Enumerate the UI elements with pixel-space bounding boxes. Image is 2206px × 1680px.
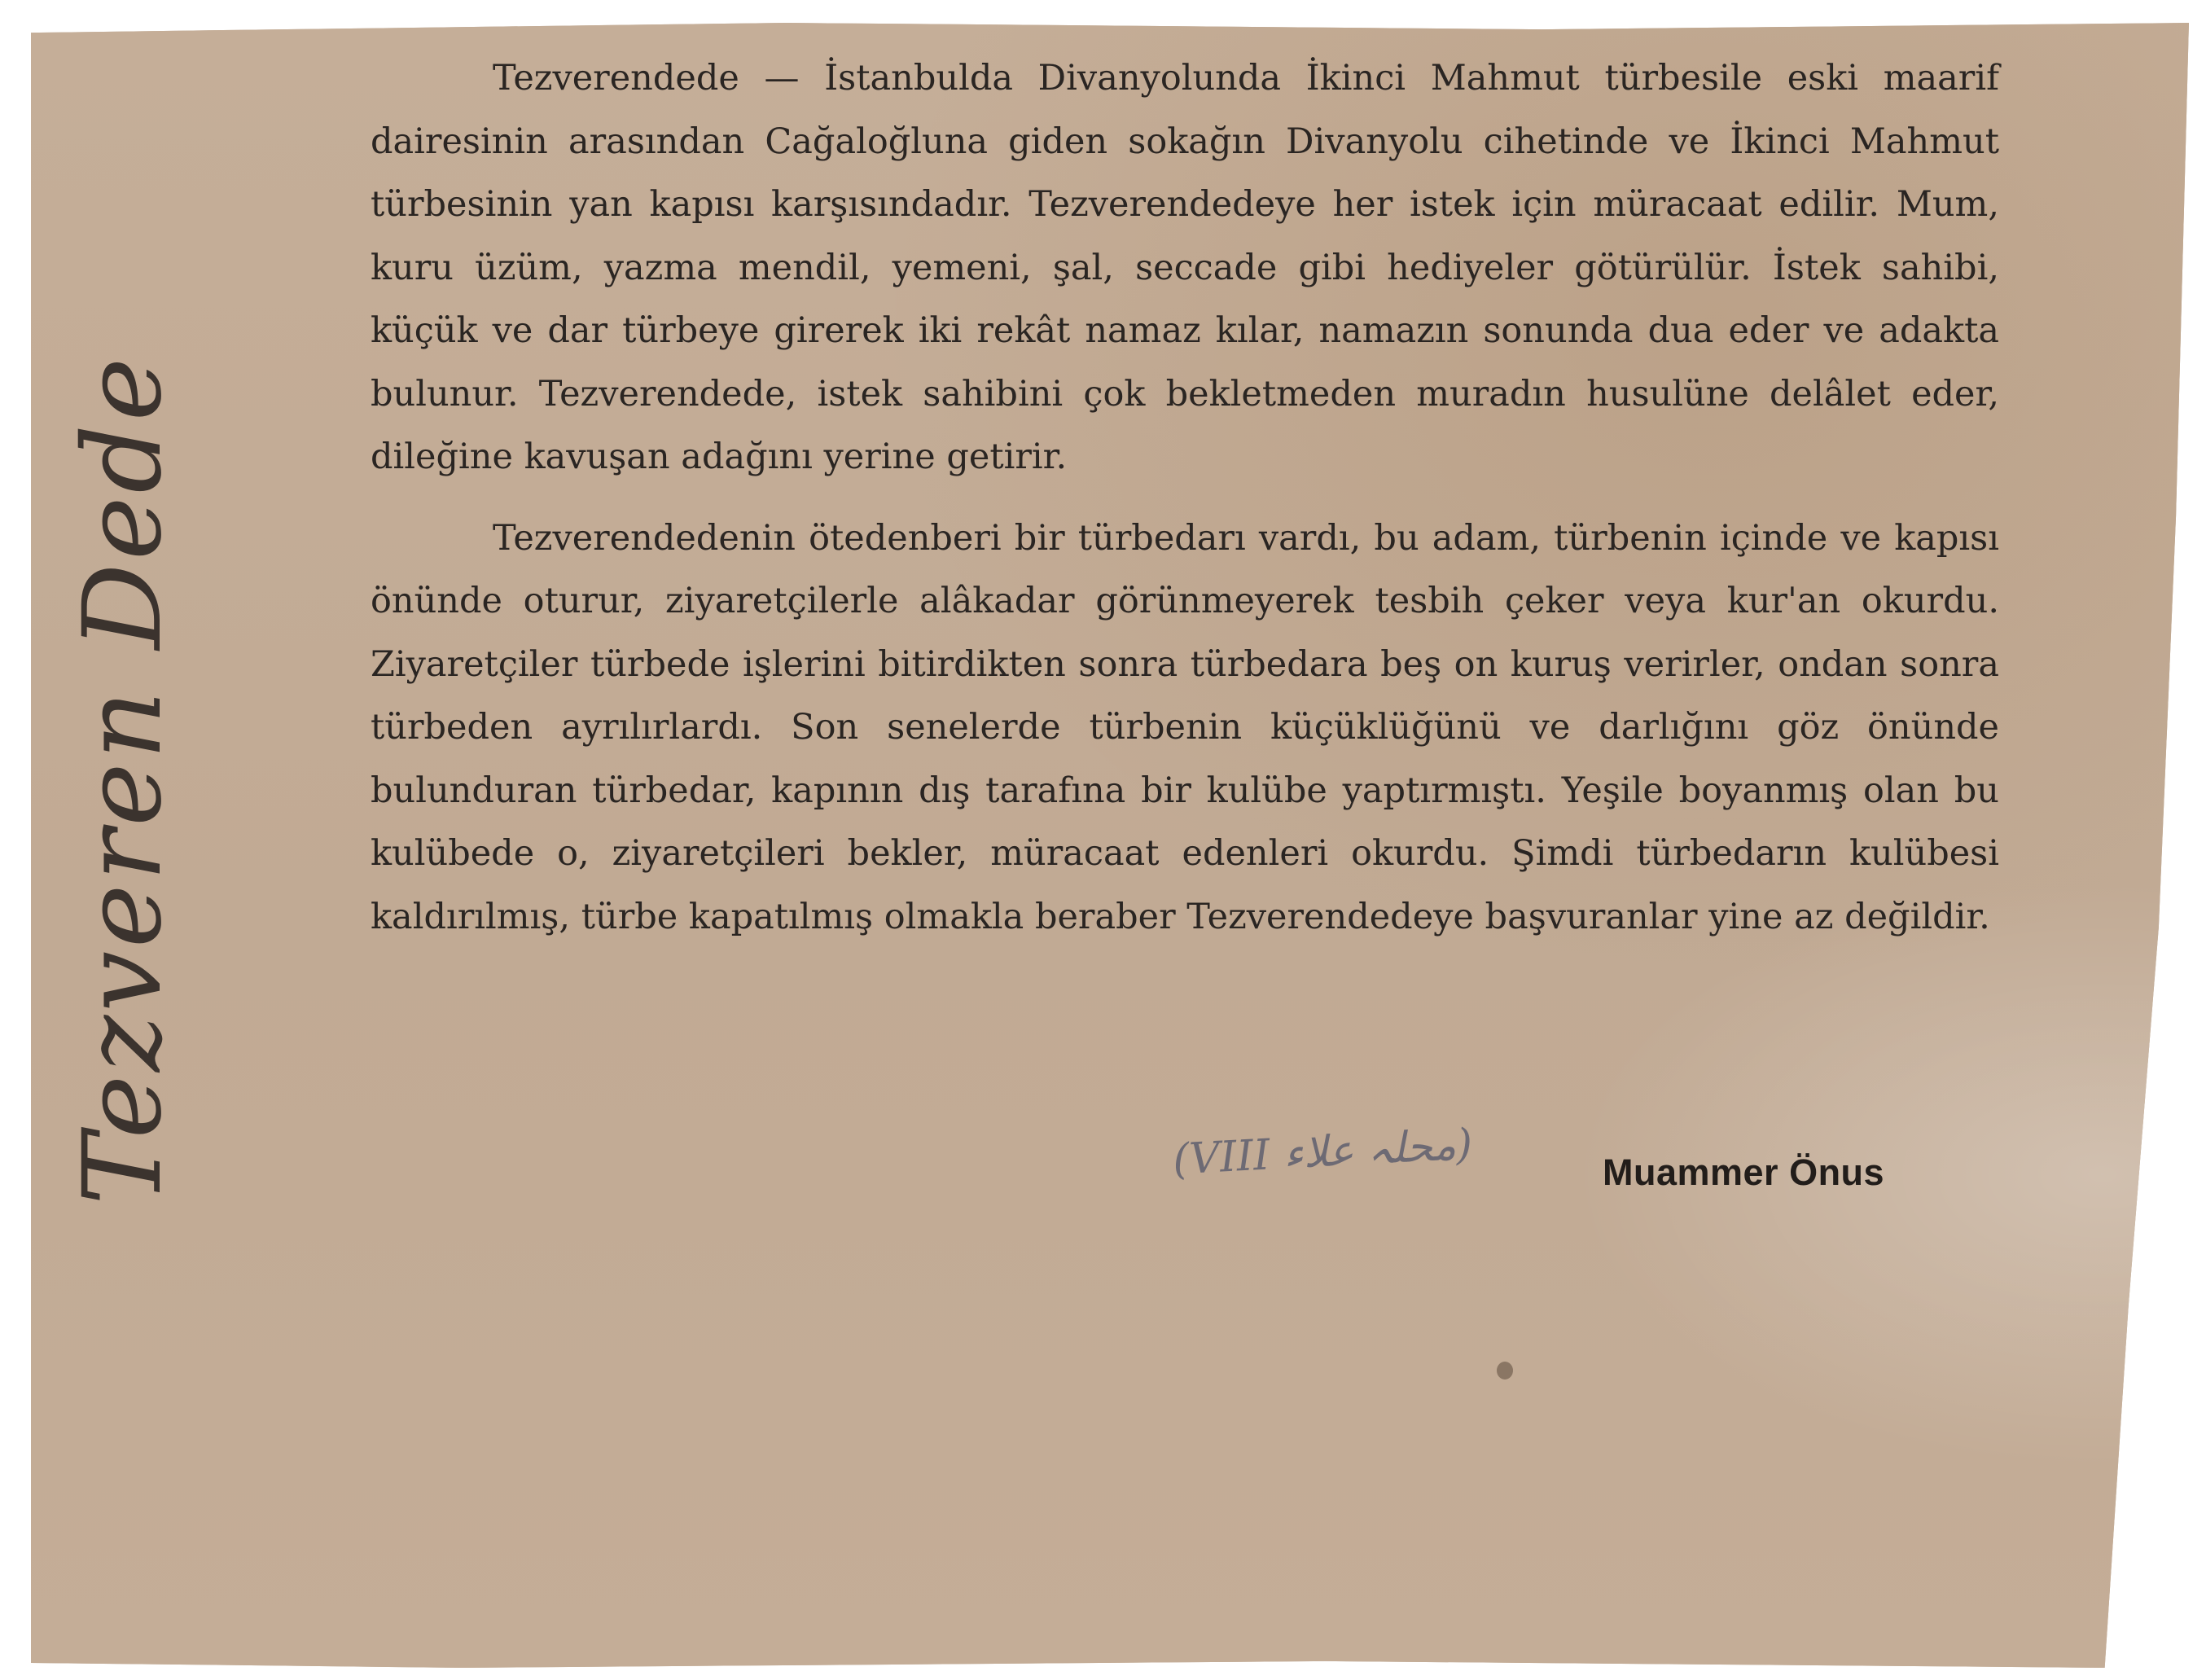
pencil-annotation: (VIII محلہ علاء): [1171, 1120, 1474, 1185]
author-signature: Muammer Önus: [1603, 1151, 1885, 1193]
article-paragraph-1: Tezverendede — İstanbulda Divanyolunda İkinci Mahmut türbesile eski maarif dairesinin arasından Cağaloğluna giden sokağın Divanyolu cihetinde ve İkinci Mahmut türbesinin yan kapısı karşısındadır. Tezverendedeye her istek için müracaat edilir. Mum, kuru üzüm, yazma mendil, yemeni, şal, seccade gibi hediyeler götürülür. İstek sahibi, küçük ve dar türbeye girerek iki rekât namaz kılar, namazın sonunda dua eder ve adakta bulunur. Tezverendede, istek sahibini çok bekletmeden muradın husulüne delâlet eder, dileğine kavuşan adağını yerine getirir.: [371, 58, 1999, 477]
ink-spot: [1497, 1362, 1513, 1380]
handwritten-title: Tezveren Dede: [60, 354, 186, 1205]
article-body: [371, 47, 1999, 949]
article-paragraph-2: Tezverendedenin ötedenberi bir türbedarı vardı, bu adam, türbenin içinde ve kapısı önünde oturur, ziyaretçilerle alâkadar görünmeyerek tesbih çeker veya kur'an okurdu. Ziyaretçiler türbede işlerini bitirdikten sonra türbedara beş on kuruş verirler, ondan sonra türbeden ayrılırlardı. Son senelerde türbenin küçüklüğünü ve darlığını göz önünde bulunduran türbedar, kapının dış tarafına bir kulübe yaptırmıştı. Yeşile boyanmış olan bu kulübede o, ziyaretçileri bekler, müracaat edenleri okurdu. Şimdi türbedarın kulübesi kaldırılmış, türbe kapatılmış olmakla beraber Tezverendedeye başvuranlar yine az değildir.: [371, 517, 1999, 937]
